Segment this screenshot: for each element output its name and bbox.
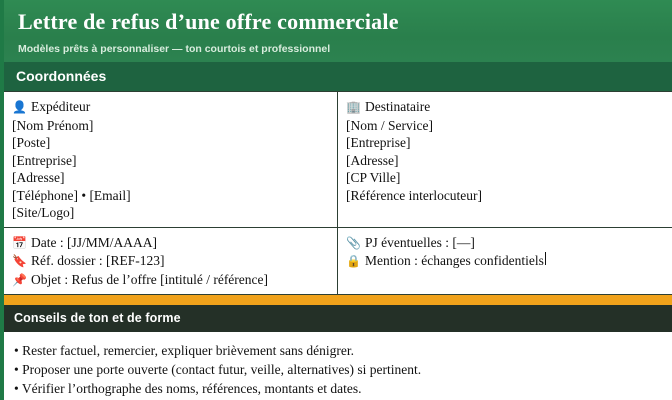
recipient-heading: Destinataire xyxy=(365,99,431,114)
meta-grid xyxy=(4,227,672,295)
lock-icon: 🔒 xyxy=(346,254,361,268)
sender-line-text: [Site/Logo] xyxy=(12,205,75,220)
recipient-heading-row xyxy=(346,98,664,117)
sender-line-text: [Téléphone] • [Email] xyxy=(12,187,131,203)
tips-list xyxy=(4,332,672,398)
list-item: • Proposer une porte ouverte (contact futur, veille, alternatives) si pertinent. xyxy=(14,362,422,377)
list-item: • Rester factuel, remercier, expliquer brièvement sans dénigrer. xyxy=(14,343,355,358)
recipient-block xyxy=(338,92,672,227)
bookmark-icon: 🔖 xyxy=(12,254,27,268)
meta-row-reference xyxy=(12,252,329,271)
building-icon: 🏢 xyxy=(346,100,361,114)
page-title: Lettre de refus d’une offre commerciale xyxy=(18,9,399,34)
meta-row-mention xyxy=(346,252,664,271)
meta-date-text: Date : [JJ/MM/AAAA] xyxy=(31,234,157,250)
meta-right-block xyxy=(338,228,672,295)
meta-left-block xyxy=(4,228,338,295)
recipient-line xyxy=(346,169,664,187)
list-item: • Vérifier l’orthographe des noms, références, montants et dates. xyxy=(14,381,362,396)
recipient-line xyxy=(346,152,664,170)
calendar-icon: 📅 xyxy=(12,235,27,250)
accent-divider xyxy=(4,294,672,305)
sender-line xyxy=(12,169,329,187)
section-header-coordinates: Coordonnées xyxy=(4,62,672,91)
recipient-line xyxy=(346,187,664,205)
recipient-line xyxy=(346,117,664,135)
paperclip-icon: 📎 xyxy=(346,235,361,250)
meta-row-attachments xyxy=(346,234,664,253)
sender-heading-row xyxy=(12,98,329,117)
sender-line xyxy=(12,204,329,222)
recipient-line-text: [CP Ville] xyxy=(346,170,401,185)
recipient-line-text: [Adresse] xyxy=(346,152,399,168)
section-header-tips: Conseils de ton et de forme xyxy=(4,305,672,332)
meta-mention-text: Mention : échanges confidentiels xyxy=(365,253,544,268)
meta-subject-text: Objet : Refus de l’offre [intitulé / référence] xyxy=(31,271,269,287)
sender-line xyxy=(12,117,329,135)
recipient-line xyxy=(346,134,664,152)
sender-line-text: [Nom Prénom] xyxy=(12,117,94,133)
sender-line xyxy=(12,187,329,205)
meta-reference-text: Réf. dossier : [REF-123] xyxy=(31,253,165,268)
text-cursor xyxy=(545,252,546,265)
coordinates-grid xyxy=(4,91,672,227)
page-subtitle: Modèles prêts à personnaliser — ton courtois et professionnel xyxy=(18,43,331,55)
recipient-line-text: [Entreprise] xyxy=(346,135,411,150)
person-icon: 👤 xyxy=(12,100,27,114)
recipient-line-text: [Nom / Service] xyxy=(346,117,433,133)
recipient-line-text: [Référence interlocuteur] xyxy=(346,187,483,203)
document-header xyxy=(4,0,672,62)
sender-line-text: [Adresse] xyxy=(12,170,65,185)
sender-line-text: [Entreprise] xyxy=(12,152,77,168)
sender-line xyxy=(12,134,329,152)
sender-line xyxy=(12,152,329,170)
meta-attachments-text: PJ éventuelles : [—] xyxy=(365,234,475,250)
meta-row-date xyxy=(12,234,329,253)
sender-heading: Expéditeur xyxy=(31,99,91,114)
pin-icon: 📌 xyxy=(12,272,27,287)
sender-block xyxy=(4,92,338,227)
meta-row-subject xyxy=(12,271,329,290)
sender-line-text: [Poste] xyxy=(12,135,51,150)
